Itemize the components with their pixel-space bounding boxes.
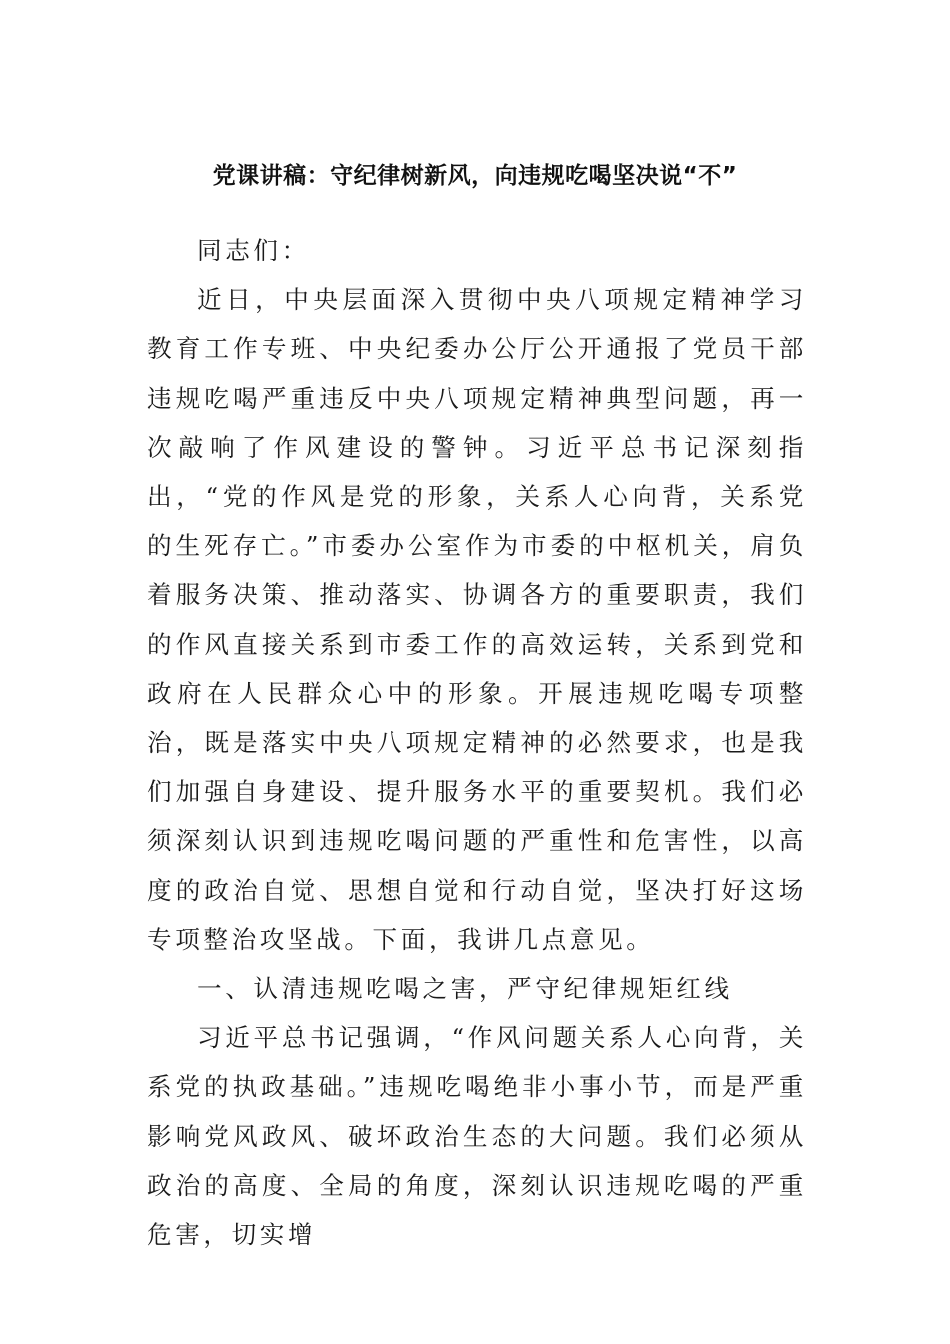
document-body — [147, 226, 807, 1259]
intro-paragraph: 近日，中央层面深入贯彻中央八项规定精神学习教育工作专班、中央纪委办公厅公开通报了党员干部违规吃喝严重违反中央八项规定精神典型问题，再一次敲响了作风建设的警钟。习近平总书记深刻指出，“党的作风是党的形象，关系人心向背，关系党的生死存亡。”市委办公室作为市委的中枢机关，肩负着服务决策、推动落实、协调各方的重要职责，我们的作风直接关系到市委工作的高效运转，关系到党和政府在人民群众心中的形象。开展违规吃喝专项整治，既是落实中央八项规定精神的必然要求，也是我们加强自身建设、提升服务水平的重要契机。我们必须深刻认识到违规吃喝问题的严重性和危害性，以高度的政治自觉、思想自觉和行动自觉，坚决打好这场专项整治攻坚战。下面，我讲几点意见。 — [147, 285, 807, 954]
document-title: 党课讲稿：守纪律树新风，向违规吃喝坚决说“不” — [212, 163, 738, 189]
section-paragraph: 习近平总书记强调，“作风问题关系人心向背，关系党的执政基础。”违规吃喝绝非小事小节，而是严重影响党风政风、破坏政治生态的大问题。我们必须从政治的高度、全局的角度，深刻认识违规吃喝的严重危害，切实增 — [147, 1023, 807, 1250]
section-heading: 一、认清违规吃喝之害，严守纪律规矩红线 — [197, 974, 733, 1004]
salutation: 同志们： — [197, 236, 310, 265]
